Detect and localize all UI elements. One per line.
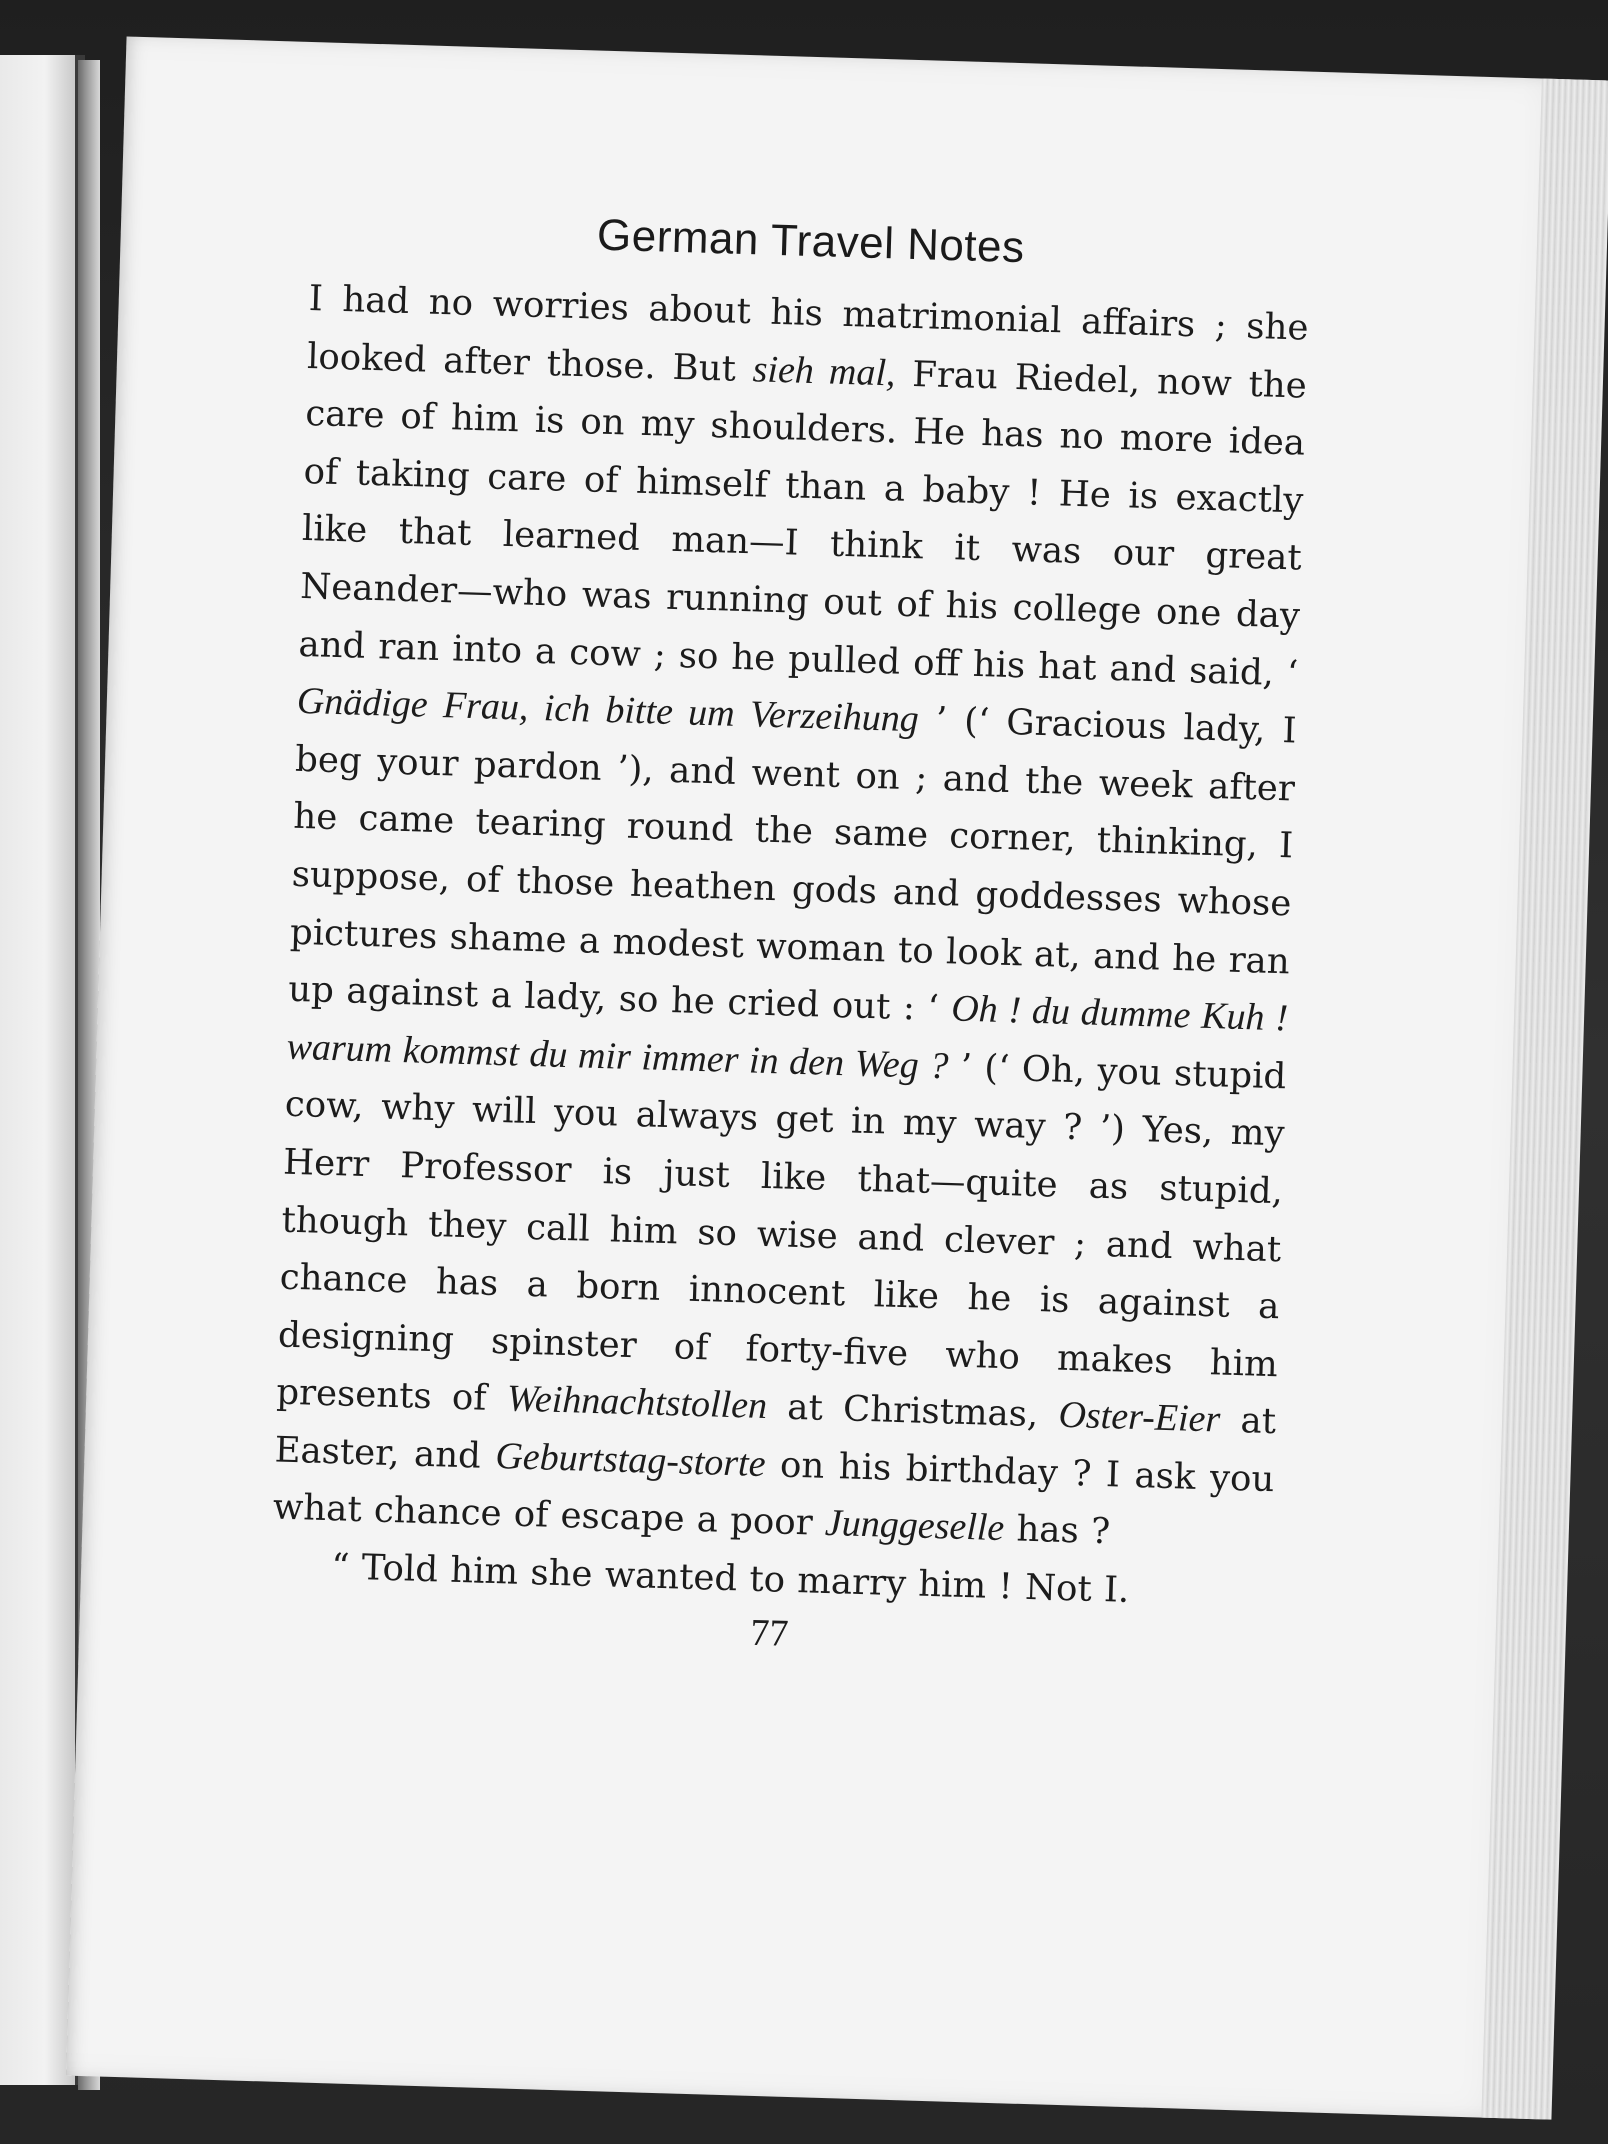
italic-phrase: Oh ! du dumme Kuh ! warum kommst du mir immer in den Weg ? [286,987,1289,1088]
text-run: at Christmas, [766,1386,1060,1437]
text-run: on his birthday ? I ask you what chance of escape a poor [272,1443,1275,1545]
paragraph-1 [272,270,1309,1566]
text-run: Frau Riedel, now the care of him is on my shoulders. He has no more idea of taking care of himself than a baby ! He is exactly like that learned man—I think it was our great Neander—who was running out of his college one day and ran into a cow ; so he pulled off his hat and said, ‘ [298,353,1308,695]
page-content [269,202,1311,1670]
page-fore-edge [1481,79,1608,2120]
italic-phrase: Geburtstag-storte [494,1434,767,1485]
text-run: has ? [1003,1508,1111,1553]
paragraph-2: “ Told him she wanted to marry him ! Not I. [330,1546,1130,1611]
text-run: ’ (‘ Oh, you stupid cow, why will you always get in my way ? ’) Yes, my Herr Professor is just like that—quite as stupid, though they call him so wise and clever ; and what chance has a born innocent like he is against a designing spinster of forty-five who makes him presents of [275,1046,1287,1420]
running-title: German Travel Notes [596,210,1026,273]
italic-phrase: sieh mal, [752,347,897,395]
italic-phrase: Weihnachtstollen [506,1377,768,1428]
text-run: at Easter, and [274,1399,1277,1477]
left-page-edge [0,55,85,2085]
italic-phrase: Junggeselle [824,1502,1005,1550]
page-number: 77 [749,1611,790,1655]
text-run: I had no worries about his matrimonial affairs ; she looked after those. But [306,278,1310,390]
book-page [66,36,1606,2119]
italic-phrase: Oster-Eier [1057,1394,1221,1441]
text-run: ’ (‘ Gracious lady, I beg your pardon ’), and went on ; and the week after he came tearing round the same corner, thinking, I suppose, of those heathen gods and goddesses whose pictures shame a modest woman to look at, and he ran up against a lady, so he cried out : ‘ [287,699,1298,1030]
italic-phrase: Gnädige Frau, ich bitte um Verzeihung [296,680,920,741]
